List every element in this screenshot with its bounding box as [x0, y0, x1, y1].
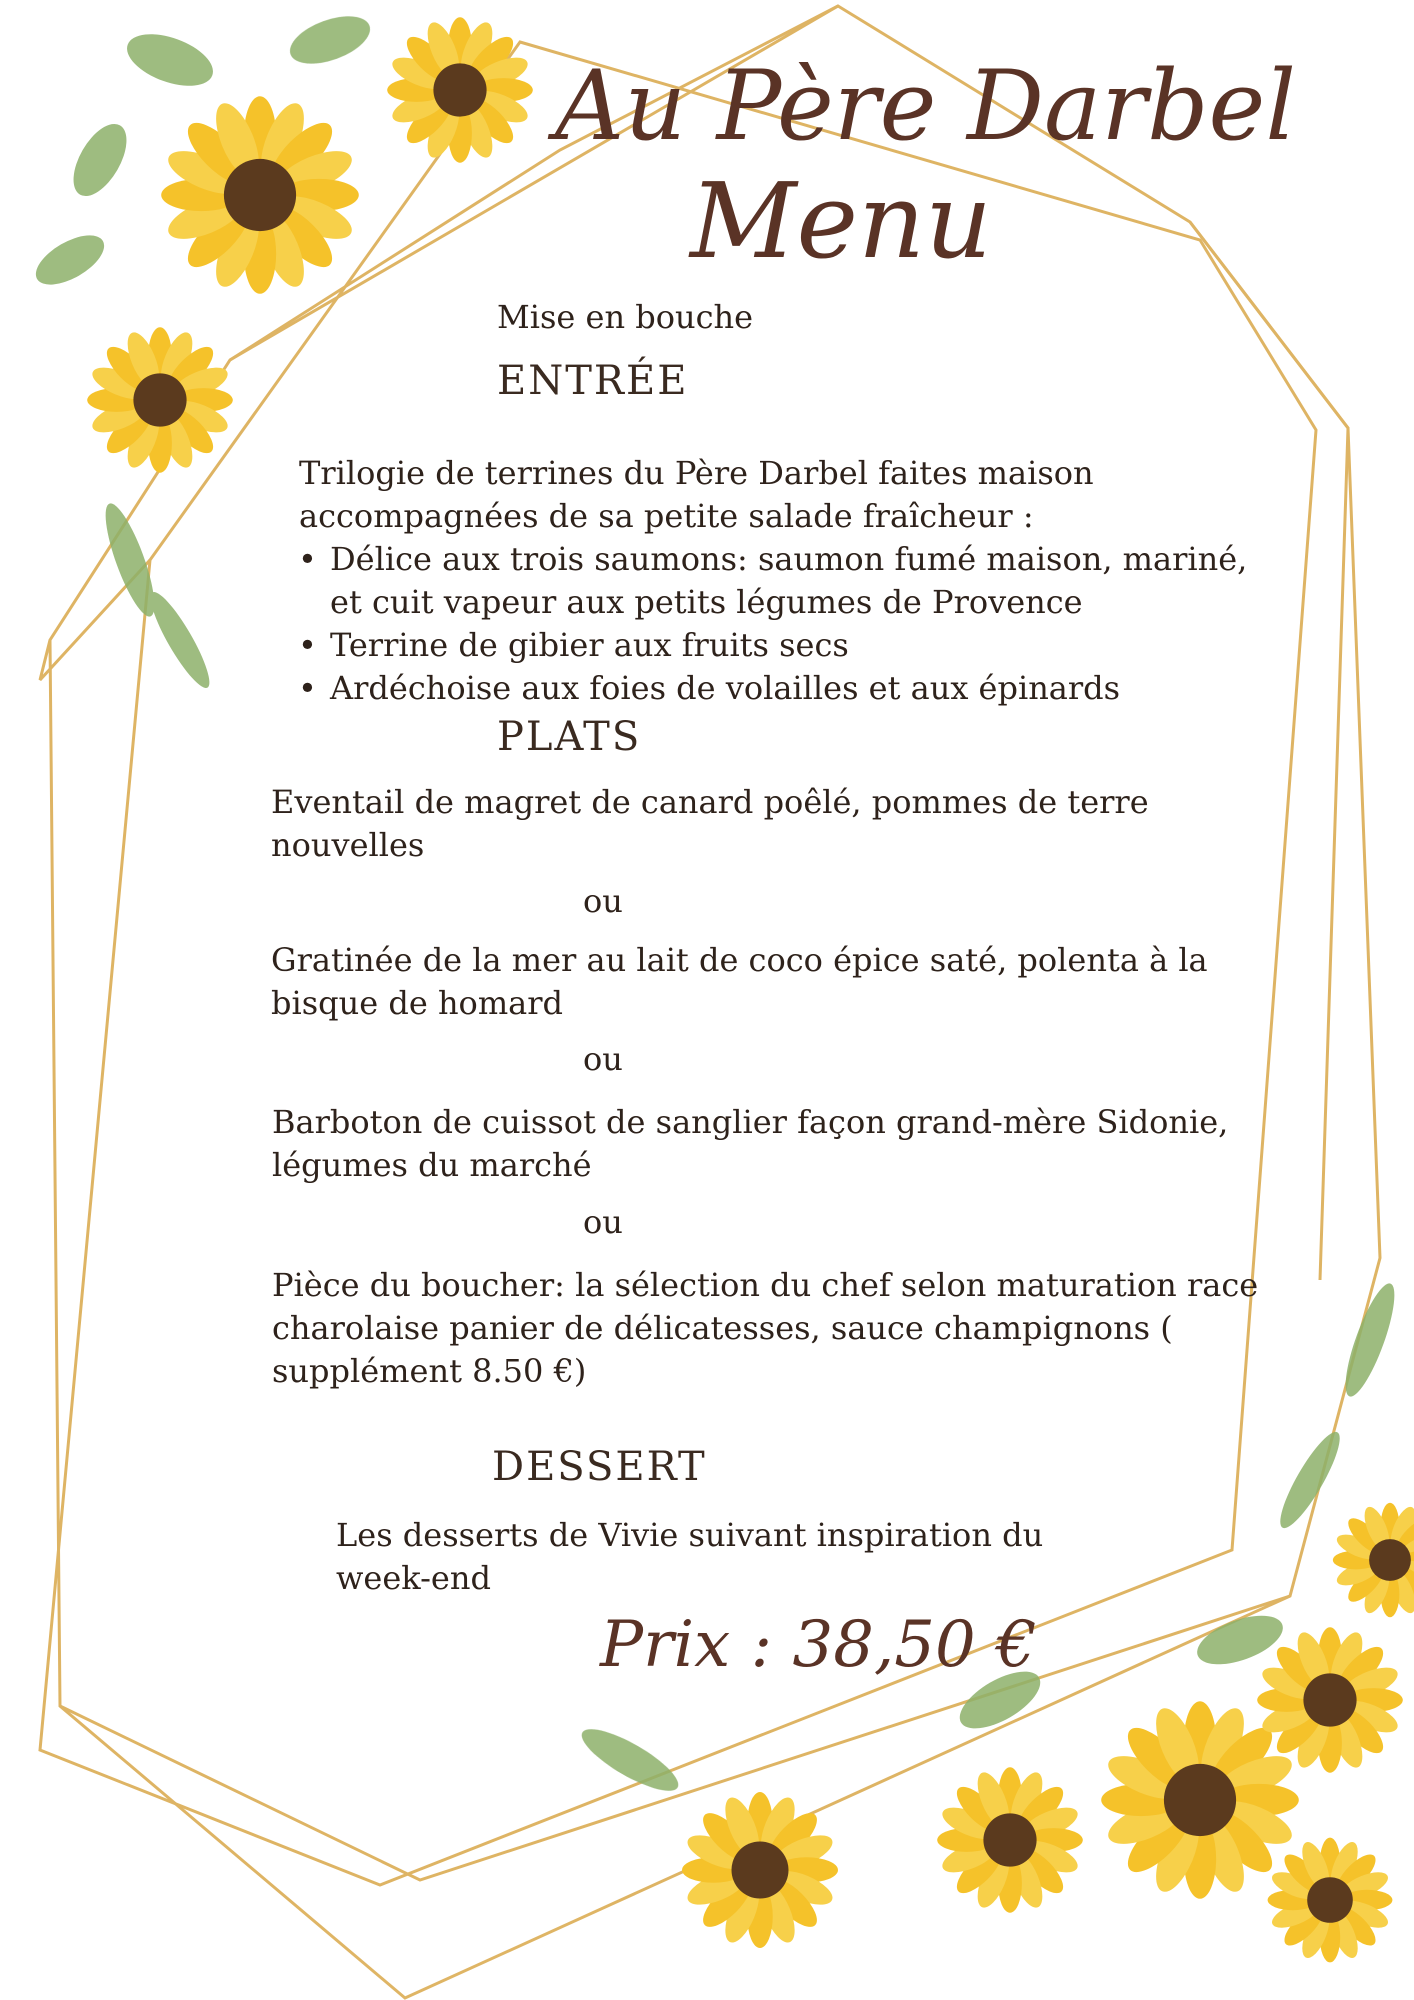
- separator-ou: ou: [583, 1040, 623, 1078]
- sunflower-icon: [1268, 1838, 1393, 1963]
- sunflower-icon: [1257, 1627, 1403, 1773]
- entree-intro-line1: Trilogie de terrines du Père Darbel faites maison: [299, 454, 1094, 492]
- restaurant-name: Au Père Darbel: [555, 50, 1297, 162]
- list-item: • Ardéchoise aux foies de volailles et aux épinards: [296, 667, 1256, 710]
- plat-dish-2: Gratinée de la mer au lait de coco épice saté, polenta à la bisque de homard: [271, 941, 1208, 1022]
- list-item: • Terrine de gibier aux fruits secs: [296, 624, 1256, 667]
- sunflower-icon: [161, 96, 359, 294]
- entree-list: [296, 538, 1256, 710]
- plats-heading: PLATS: [497, 714, 642, 760]
- dessert-heading: DESSERT: [492, 1444, 707, 1490]
- separator-ou: ou: [583, 882, 623, 920]
- plat-dish-3: Barboton de cuissot de sanglier façon grand-mère Sidonie, légumes du marché: [272, 1103, 1229, 1184]
- plat-dish-1: Eventail de magret de canard poêlé, pommes de terre nouvelles: [271, 783, 1149, 864]
- dessert-text: Les desserts de Vivie suivant inspiration du week-end: [336, 1516, 1044, 1597]
- sunflower-icon: [387, 17, 533, 163]
- list-item: • Délice aux trois saumons: saumon fumé maison, mariné, et cuit vapeur aux petits légumes de Provence: [296, 538, 1256, 624]
- entree-heading: ENTRÉE: [497, 358, 689, 404]
- price: Prix : 38,50 €: [600, 1608, 1037, 1682]
- sunflower-icon: [1333, 1503, 1414, 1617]
- entree-intro-line2: accompagnées de sa petite salade fraîcheur :: [299, 497, 1034, 535]
- entree-intro: [299, 452, 1279, 538]
- plat-dish-4: Pièce du boucher: la sélection du chef selon maturation race charolaise panier de délicatesses, sauce champignons ( supplément 8.50 €): [272, 1266, 1259, 1390]
- sunflower-icon: [87, 327, 233, 473]
- separator-ou: ou: [583, 1203, 623, 1241]
- menu-title: Menu: [690, 160, 992, 282]
- sunflower-icon: [937, 1767, 1083, 1913]
- amuse-bouche: Mise en bouche: [497, 298, 754, 336]
- sunflower-icon: [682, 1792, 838, 1948]
